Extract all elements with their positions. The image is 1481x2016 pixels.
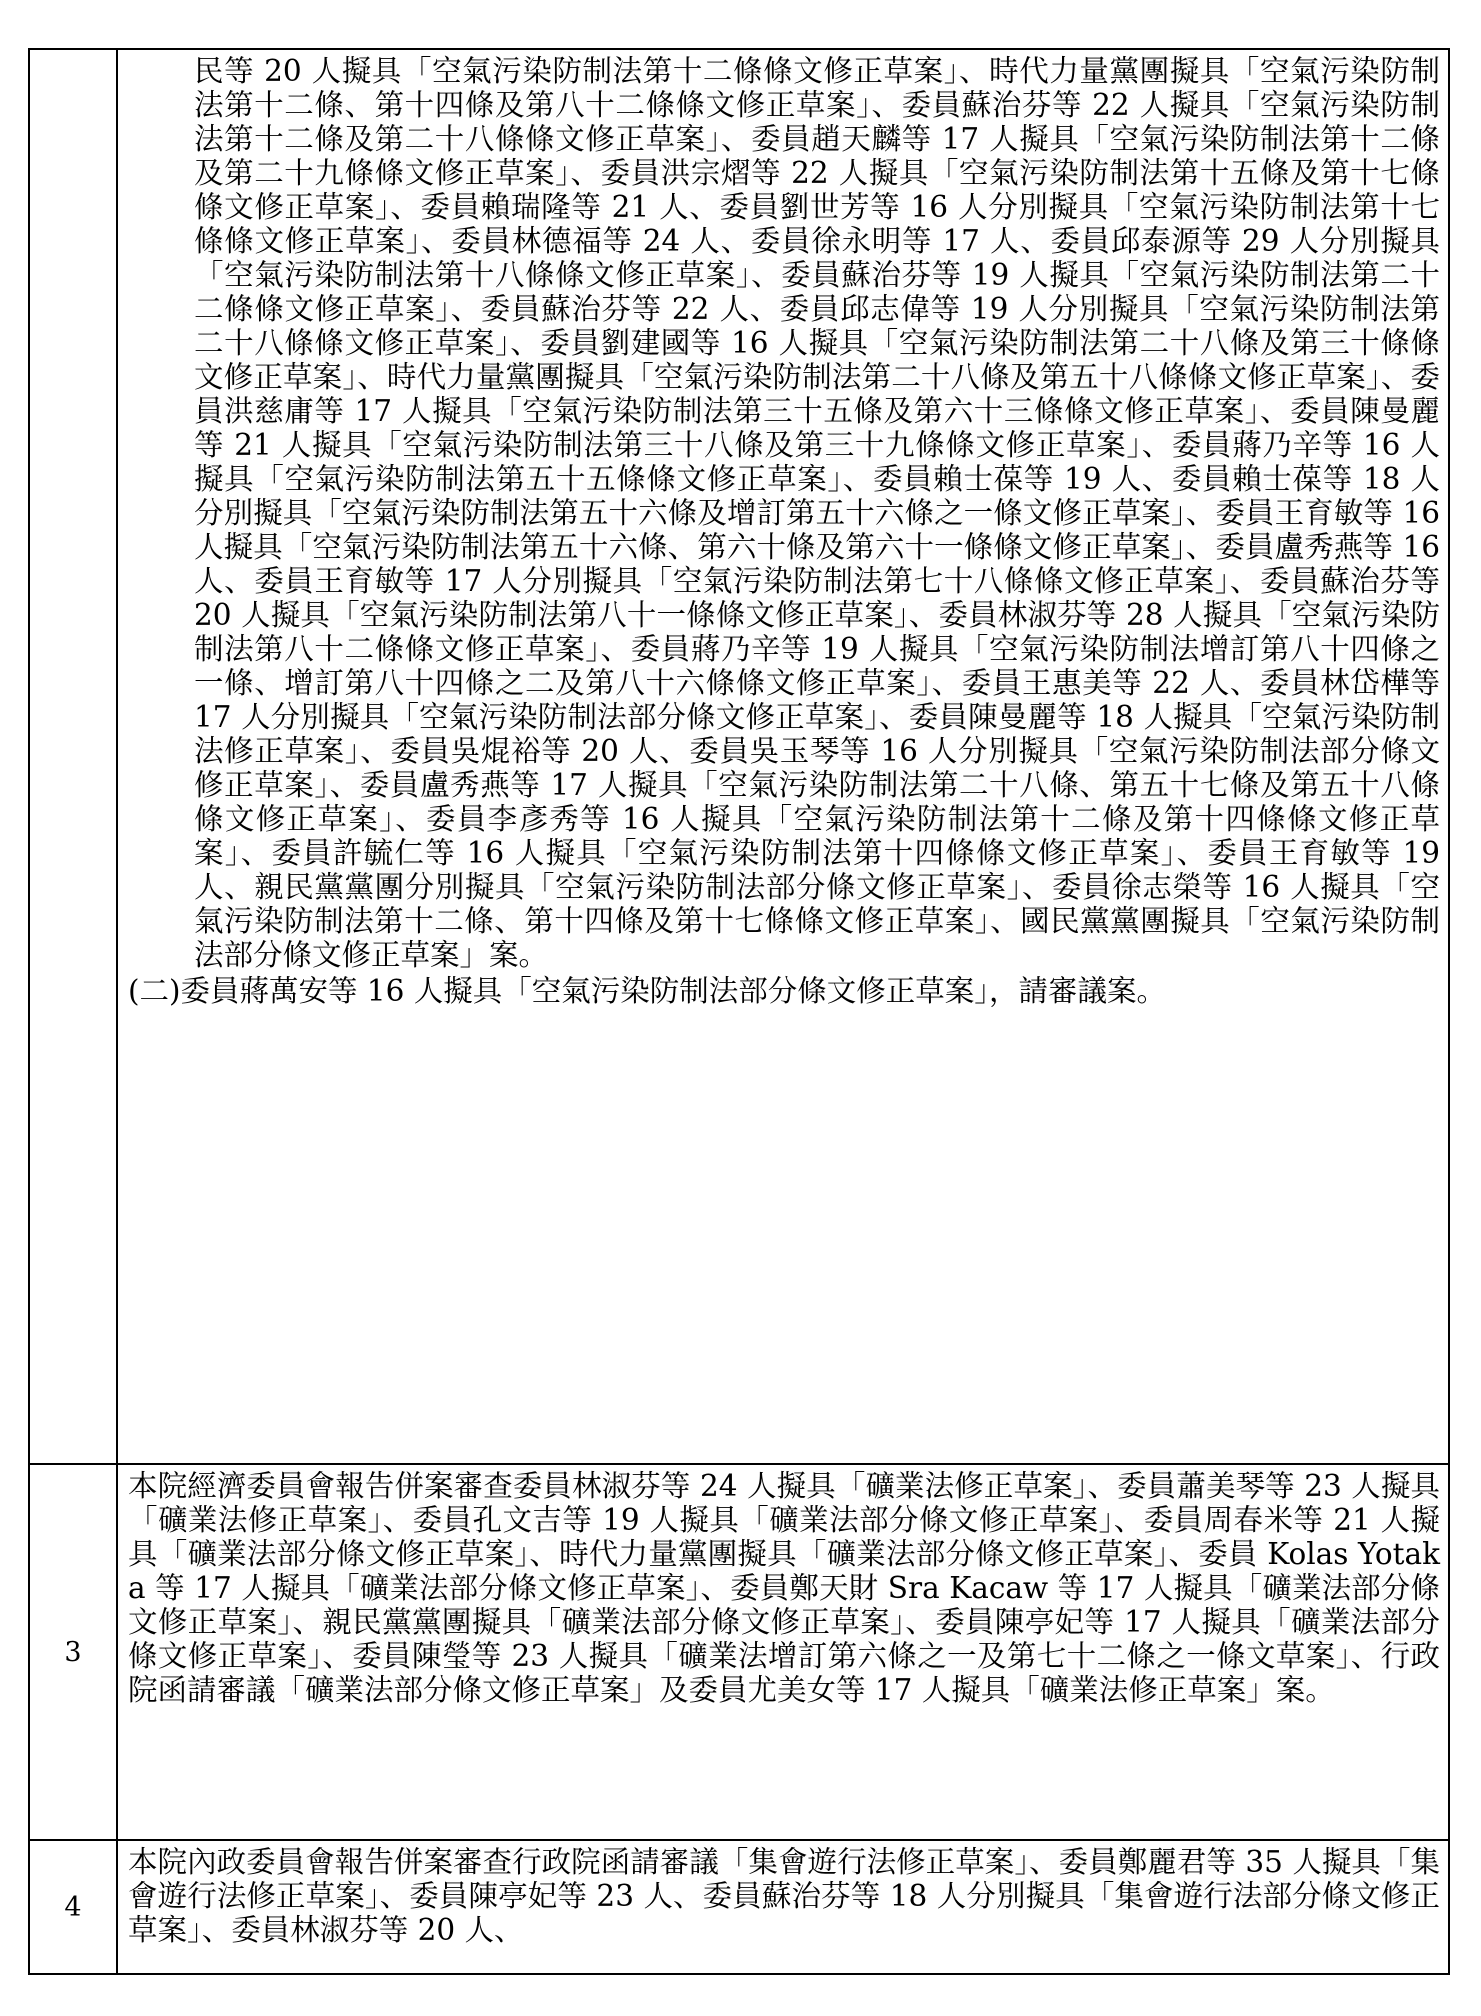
row-content-cell bbox=[117, 1464, 1449, 1840]
agenda-row-continued bbox=[29, 49, 1449, 1464]
agenda-sub-item: (二)委員蔣萬安等 16 人擬具「空氣污染防制法部分條文修正草案」，請審議案。 bbox=[128, 974, 1167, 1008]
agenda-paragraph: 本院經濟委員會報告併案審查委員林淑芬等 24 人擬具「礦業法修正草案」、委員蕭美琴等 23 人擬具「礦業法修正草案」、委員孔文吉等 19 人擬具「礦業法部分條文修正草案」、委員周春米等 21 人擬具「礦業法部分條文修正草案」、時代力量黨團擬具「礦業法部分條文修正草案」、委員 Kolas Yotaka 等 17 人擬具「礦業法部分條文修正草案」、委員鄭天財 Sra Kacaw 等 17 人擬具「礦業法部分條文修正草案」、親民黨黨團擬具「礦業法部分條文修正草案」、委員陳亭妃等 17 人擬具「礦業法部分條文修正草案」、委員陳瑩等 23 人擬具「礦業法增訂第六條之一及第七十二條之一條文草案」、行政院函請審議「礦業法部分條文修正草案」及委員尤美女等 17 人擬具「礦業法修正草案」案。 bbox=[128, 1469, 1440, 1707]
row-content-cell bbox=[117, 49, 1449, 1464]
row-number-cell: 4 bbox=[29, 1840, 117, 1974]
agenda-paragraph: 民等 20 人擬具「空氣污染防制法第十二條條文修正草案」、時代力量黨團擬具「空氣污染防制法第十二條、第十四條及第八十二條條文修正草案」、委員蘇治芬等 22 人擬具「空氣污染防制法第十二條及第二十八條條文修正草案」、委員趙天麟等 17 人擬具「空氣污染防制法第十二條及第二十九條條文修正草案」、委員洪宗熠等 22 人擬具「空氣污染防制法第十五條及第十七條條文修正草案」、委員賴瑞隆等 21 人、委員劉世芳等 16 人分別擬具「空氣污染防制法第十七條條文修正草案」、委員林德福等 24 人、委員徐永明等 17 人、委員邱泰源等 29 人分別擬具「空氣污染防制法第十八條條文修正草案」、委員蘇治芬等 19 人擬具「空氣污染防制法第二十二條條文修正草案」、委員蘇治芬等 22 人、委員邱志偉等 19 人分別擬具「空氣污染防制法第二十八條條文修正草案」、委員劉建國等 16 人擬具「空氣污染防制法第二十八條及第三十條條文修正草案」、時代力量黨團擬具「空氣污染防制法第二十八條及第五十八條條文修正草案」、委員洪慈庸等 17 人擬具「空氣污染防制法第三十五條及第六十三條條文修正草案」、委員陳曼麗等 21 人擬具「空氣污染防制法第三十八條及第三十九條條文修正草案」、委員蔣乃辛等 16 人擬具「空氣污染防制法第五十五條條文修正草案」、委員賴士葆等 19 人、委員賴士葆等 18 人分別擬具「空氣污染防制法第五十六條及增訂第五十六條之一條文修正草案」、委員王育敏等 16 人擬具「空氣污染防制法第五十六條、第六十條及第六十一條條文修正草案」、委員盧秀燕等 16 人、委員王育敏等 17 人分別擬具「空氣污染防制法第七十八條條文修正草案」、委員蘇治芬等 20 人擬具「空氣污染防制法第八十一條條文修正草案」、委員林淑芬等 28 人擬具「空氣污染防制法第八十二條條文修正草案」、委員蔣乃辛等 19 人擬具「空氣污染防制法增訂第八十四條之一條、增訂第八十四條之二及第八十六條條文修正草案」、委員王惠美等 22 人、委員林岱樺等 17 人分別擬具「空氣污染防制法部分條文修正草案」、委員陳曼麗等 18 人擬具「空氣污染防制法修正草案」、委員吳焜裕等 20 人、委員吳玉琴等 16 人分別擬具「空氣污染防制法部分條文修正草案」、委員盧秀燕等 17 人擬具「空氣污染防制法第二十八條、第五十七條及第五十八條條文修正草案」、委員李彥秀等 16 人擬具「空氣污染防制法第十二條及第十四條條文修正草案」、委員許毓仁等 16 人擬具「空氣污染防制法第十四條條文修正草案」、委員王育敏等 19 人、親民黨黨團分別擬具「空氣污染防制法部分條文修正草案」、委員徐志榮等 16 人擬具「空氣污染防制法第十二條、第十四條及第十七條條文修正草案」、國民黨黨團擬具「空氣污染防制法部分條文修正草案」案。 bbox=[194, 54, 1440, 972]
agenda-row-4 bbox=[29, 1840, 1449, 1974]
row-number-cell: 3 bbox=[29, 1464, 117, 1840]
agenda-row-3 bbox=[29, 1464, 1449, 1840]
agenda-table bbox=[28, 48, 1450, 1975]
row-number-cell bbox=[29, 49, 117, 1464]
row-content-cell bbox=[117, 1840, 1449, 1974]
agenda-paragraph: 本院內政委員會報告併案審查行政院函請審議「集會遊行法修正草案」、委員鄭麗君等 35 人擬具「集會遊行法修正草案」、委員陳亭妃等 23 人、委員蘇治芬等 18 人分別擬具「集會遊行法部分條文修正草案」、委員林淑芬等 20 人、 bbox=[128, 1845, 1440, 1947]
